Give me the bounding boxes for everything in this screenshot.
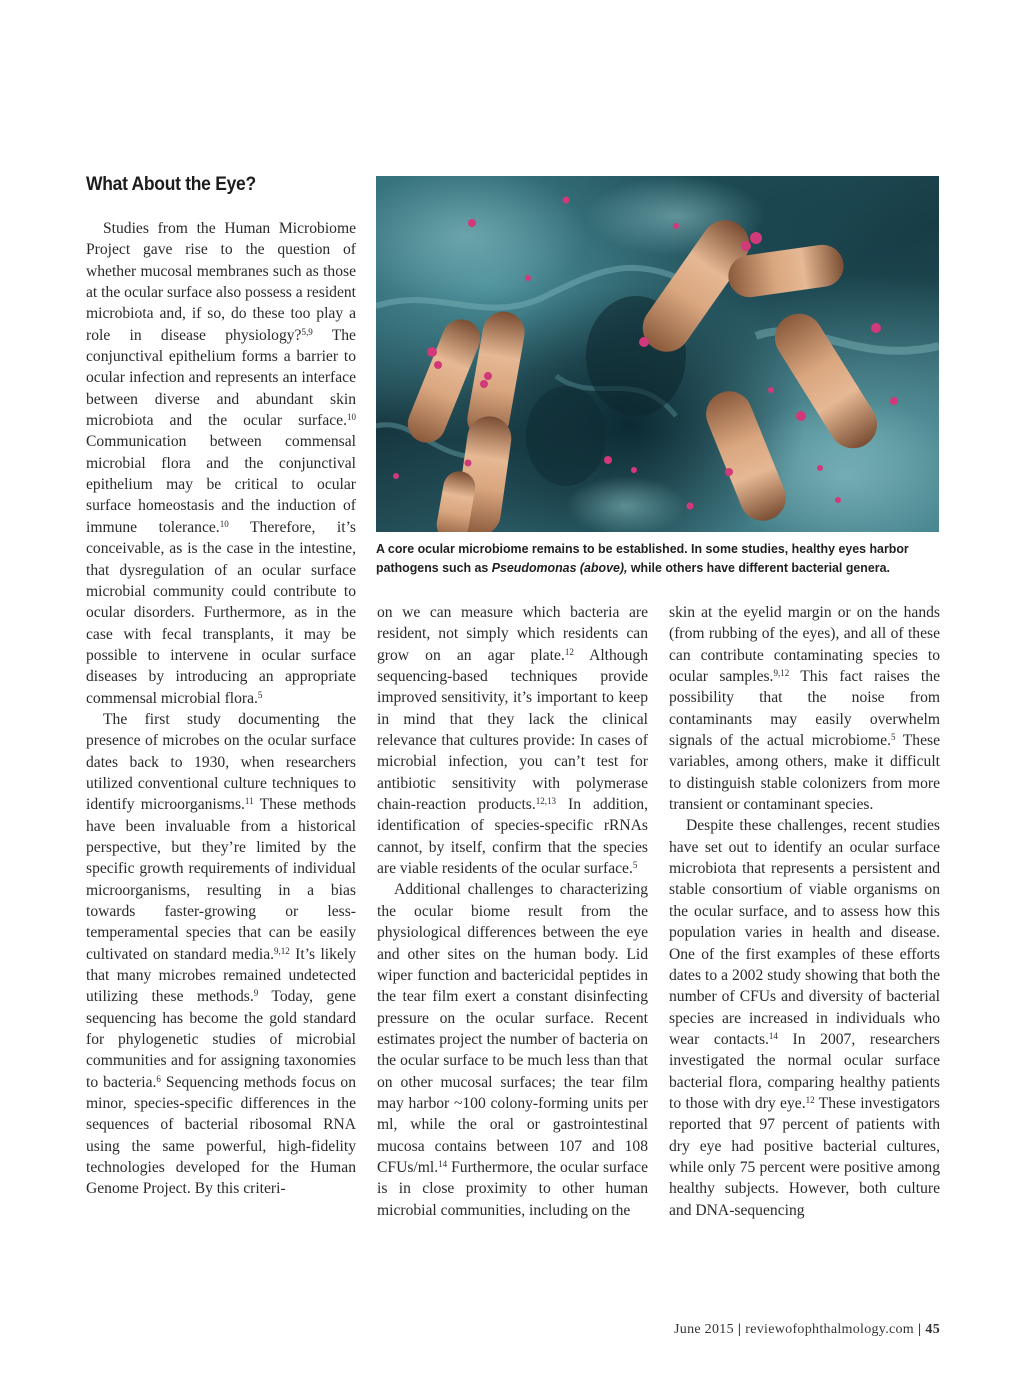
text-run: Additional challenges to characterizing the ocular biome result from the physiological differences between the eye and other sites on the human body. Lid wiper function and bactericidal peptides in the tear film exert a constant disinfecting pressure on the ocular surface. Recent estimates project the number of bacteria on the ocular surface to be much less than that on other mucosal surfaces; the tear film may harbor ~100 colony-forming units per ml, while the oral or gastrointestinal mucosa contains between 107 and 108 CFUs/ml. [377,881,648,1176]
citation-superscript: 11 [244,796,254,807]
body-column-2 [377,602,648,1221]
paragraph [86,218,356,709]
paragraph [86,709,356,1200]
text-run: Therefore, it’s conceivable, as is the case in the intestine, that dysregulation of an ocular surface microbial community could contribute to ocular disorders. Furthermore, as in the case with fecal transplants, it may be possible to intervene in ocular surface diseases by introducing an appropriate commensal microbial flora. [86,518,356,707]
paragraph [377,602,648,879]
citation-superscript: 5,9 [301,326,313,337]
body-column-3 [669,602,940,1221]
page-number: 45 [925,1322,940,1337]
text-run: Sequencing methods focus on minor, species-specific differences in the sequences of bacterial ribosomal RNA using the same powerful, high-fidelity technologies developed for the Human Genome Project. By this criteri- [86,1073,356,1198]
paragraph [377,879,648,1221]
text-run: In addition, identification of species-specific rRNAs cannot, by itself, confirm that the species are viable residents of the ocular surface. [377,796,648,878]
page-footer [674,1322,940,1338]
text-run: Communication between commensal microbial flora and the conjunctival epithelium may be critical to ocular surface homeostasis and the induction of immune tolerance. [86,433,356,536]
citation-superscript: 9,12 [274,945,290,956]
text-run: The conjunctival epithelium forms a barrier to ocular infection and represents an interface between diverse and abundant skin microbiota and the ocular surface. [86,326,356,430]
text-run: In 2007, researchers investigated the normal ocular surface bacterial flora, comparing healthy patients to those with dry eye. [669,1030,941,1112]
text-run: These methods have been invaluable from a historical perspective, but they’re limited by the specific growth requirements of individual microorganisms, resulting in a bias towards faster-growing or less-temperamental species that can be easily cultivated on standard media. [86,796,356,963]
text-run: Today, gene sequencing has become the gold standard for phylogenetic studies of microbial communities and for assigning taxonomies to bacteria. [86,988,356,1091]
caption-italic: Pseudomonas (above), [491,559,628,575]
text-run: These investigators reported that 97 percent of patients with dry eye had positive bacterial cultures, while only 75 percent were positive among healthy subjects. However, both culture and DNA-sequencing [669,1094,940,1219]
section-title: What About the Eye? [86,174,256,195]
text-run: These variables, among others, make it difficult to distinguish stable colonizers from more transient or contaminant species. [669,732,940,814]
text-run: Despite these challenges, recent studies have set out to identify an ocular surface microbiota that represents a persistent and stable consortium of viable organisms on the ocular surface, and to assess how this population varies in health and disease. One of the first examples of these efforts dates to a 2002 study showing that both the number of CFUs and diversity of bacterial species are increased in individuals who wear contacts. [669,817,940,1048]
caption-text: A core ocular microbiome remains to be established. In some studies, healthy eyes harbor pathogens such as [376,541,909,575]
text-run: on we can measure which bacteria are resident, not simply which residents can grow on an agar plate. [377,604,648,664]
citation-superscript: 10 [347,412,356,423]
citation-superscript: 9 [253,988,259,999]
website-link[interactable]: reviewofophthalmology.com [745,1322,914,1337]
citation-superscript: 10 [219,518,229,529]
paragraph [669,602,940,815]
text-run: This fact raises the possibility that the noise from contaminants may easily overwhelm signals of the actual microbiome. [669,668,940,750]
text-run: skin at the eyelid margin or on the hands (from rubbing of the eyes), and all of these can contribute contaminating species to ocular samples. [669,604,940,686]
citation-superscript: 14 [438,1158,448,1169]
text-run: It’s likely that many microbes remained undetected utilizing these methods. [86,945,356,1006]
body-column-1 [86,218,356,1200]
text-run: Furthermore, the ocular surface is in close proximity to other human microbial communities, including on the [377,1158,648,1219]
citation-superscript: 12,13 [535,796,557,807]
text-run: Although sequencing-based techniques provide improved sensitivity, it’s important to keep in mind that they lack the clinical relevance that cultures provide: In cases of microbial infection, you can’t test for antibiotic sensitivity with polymerase chain-reaction products. [377,646,648,814]
citation-superscript: 5 [257,689,263,700]
issue-date: June 2015 [674,1322,734,1337]
caption-text-end: while others have different bacterial genera. [627,559,890,575]
micrograph-illustration [376,176,939,532]
bacteria-micrograph-image [376,176,939,532]
footer-separator: | [918,1322,922,1337]
citation-superscript: 14 [768,1030,778,1041]
citation-superscript: 5 [891,732,896,743]
citation-superscript: 6 [156,1073,161,1084]
citation-superscript: 12 [564,646,574,657]
figure-caption [376,540,912,577]
paragraph [669,815,940,1221]
footer-separator: | [737,1322,742,1337]
citation-superscript: 9,12 [773,668,790,679]
citation-superscript: 5 [632,860,638,871]
text-run: The first study documenting the presence of microbes on the ocular surface dates back to 1930, when researchers utilized conventional culture techniques to identify microorganisms. [86,710,356,814]
text-run: Studies from the Human Microbiome Project gave rise to the question of whether mucosal membranes such as those at the ocular surface also possess a resident microbiota and, if so, do these too play a role in disease physiology? [86,220,356,344]
citation-superscript: 12 [805,1094,815,1105]
